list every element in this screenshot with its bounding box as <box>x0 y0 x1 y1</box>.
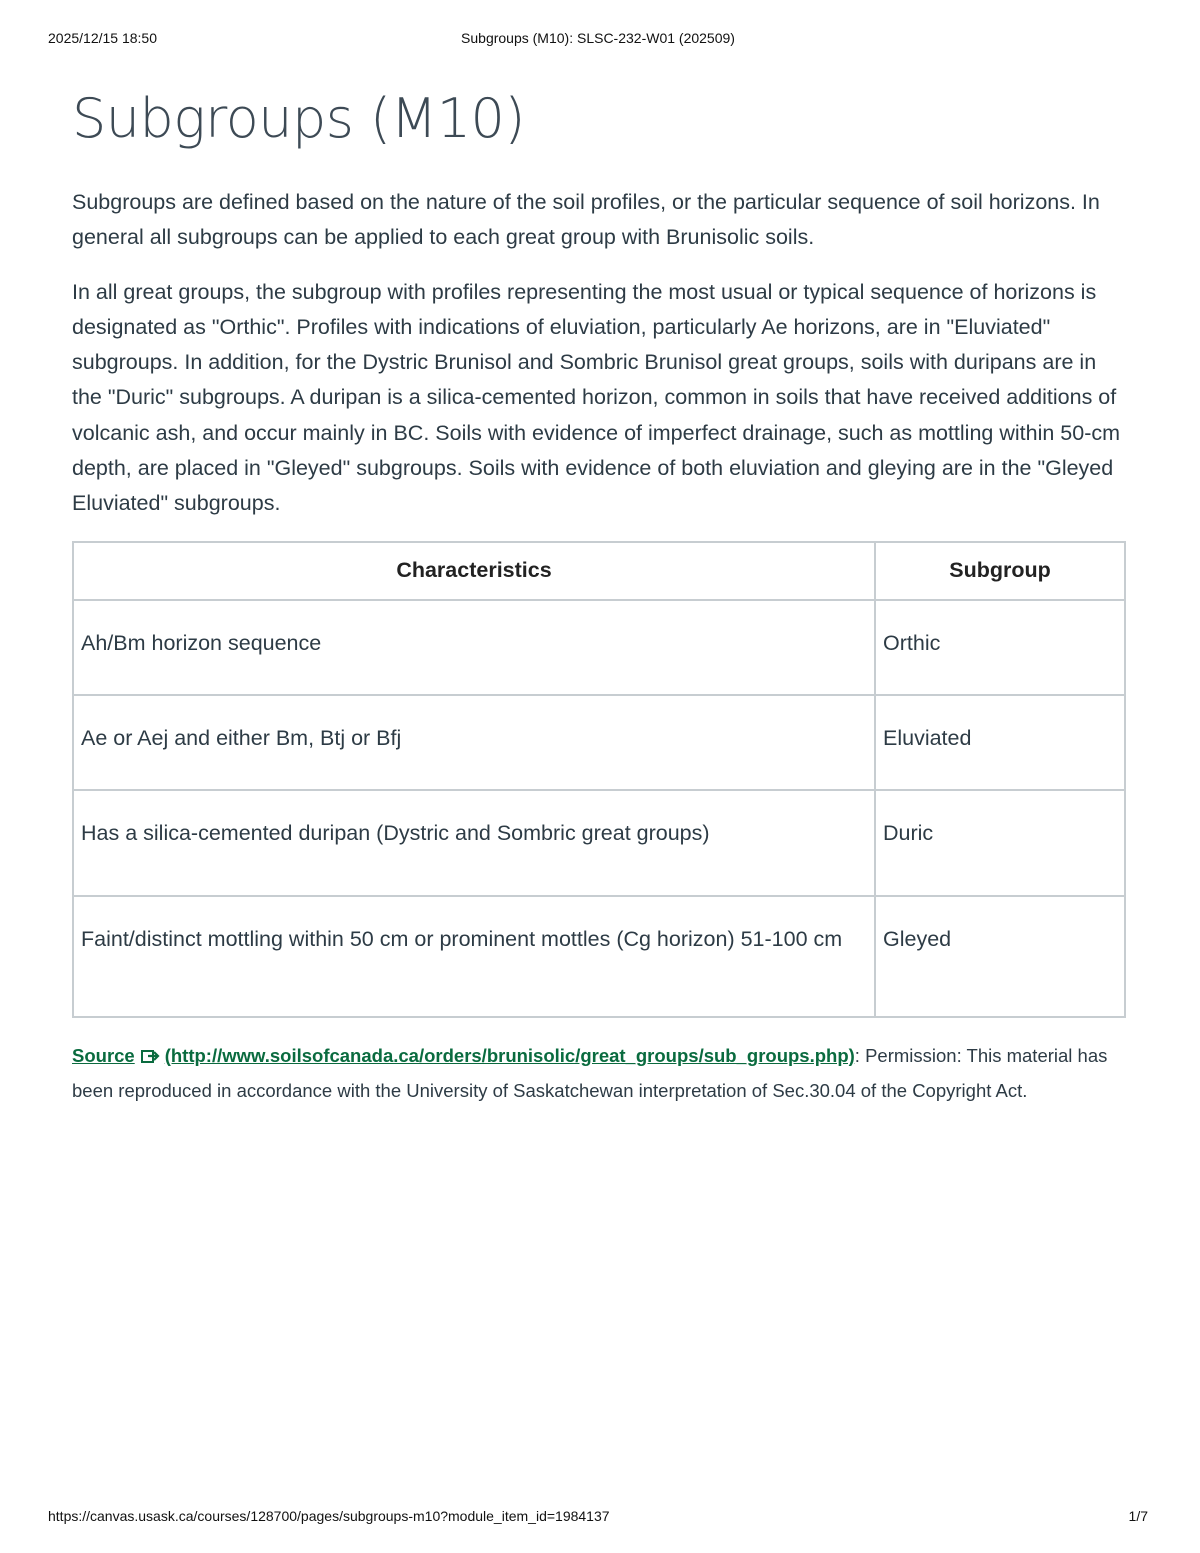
header-characteristics: Characteristics <box>73 542 875 600</box>
page-title: Subgroups (M10) <box>72 87 525 150</box>
print-page-url: https://canvas.usask.ca/courses/128700/pages/subgroups-m10?module_item_id=1984137 <box>48 1508 610 1524</box>
print-header <box>48 30 1148 48</box>
print-footer <box>48 1508 1148 1526</box>
source-label: Source <box>72 1044 135 1066</box>
external-link-icon <box>141 1048 161 1064</box>
page-number: 1/7 <box>1128 1508 1148 1524</box>
cell-subgroup: Eluviated <box>875 695 1125 790</box>
table-row <box>73 695 1125 790</box>
source-citation <box>72 1038 1127 1108</box>
subgroups-table <box>72 541 1126 1018</box>
cell-subgroup: Gleyed <box>875 896 1125 1017</box>
print-document-title: Subgroups (M10): SLSC-232-W01 (202509) <box>461 30 735 46</box>
intro-paragraph: Subgroups are defined based on the nature of the soil profiles, or the particular sequence of soil horizons. In general all subgroups can be applied to each great group with Brunisolic soils. <box>72 190 1100 250</box>
source-link[interactable] <box>72 1045 855 1066</box>
cell-characteristics: Has a silica-cemented duripan (Dystric and Sombric great groups) <box>73 790 875 896</box>
cell-characteristics: Faint/distinct mottling within 50 cm or prominent mottles (Cg horizon) 51-100 cm <box>73 896 875 1017</box>
print-datetime: 2025/12/15 18:50 <box>48 30 157 46</box>
table-header-row <box>73 542 1125 600</box>
cell-characteristics: Ae or Aej and either Bm, Btj or Bfj <box>73 695 875 790</box>
header-subgroup: Subgroup <box>875 542 1125 600</box>
permission-text: : Permission: This material has been reproduced in accordance with the University of Saskatchewan interpretation of Sec.30.04 of the Copyright Act. <box>72 1044 1108 1101</box>
page-content <box>72 78 1127 1108</box>
table-row <box>73 896 1125 1017</box>
cell-subgroup: Duric <box>875 790 1125 896</box>
table-row <box>73 790 1125 896</box>
source-url: (http://www.soilsofcanada.ca/orders/brunisolic/great_groups/sub_groups.php) <box>164 1044 855 1066</box>
cell-subgroup: Orthic <box>875 600 1125 695</box>
cell-characteristics: Ah/Bm horizon sequence <box>73 600 875 695</box>
subgroup-description-paragraph: In all great groups, the subgroup with profiles representing the most usual or typical sequence of horizons is designated as "Orthic". Profiles with indications of eluviation, particularly Ae horizons, are in "Eluviated" subgroups. In addition, for the Dystric Brunisol and Sombric Brunisol great groups, soils with duripans are in the "Duric" subgroups. A duripan is a silica-cemented horizon, common in soils that have received additions of volcanic ash, and occur mainly in BC. Soils with evidence of imperfect drainage, such as mottling within 50-cm depth, are placed in "Gleyed" subgroups. Soils with evidence of both eluviation and gleying are in the "Gleyed Eluviated" subgroups. <box>72 279 1121 516</box>
table-row <box>73 600 1125 695</box>
